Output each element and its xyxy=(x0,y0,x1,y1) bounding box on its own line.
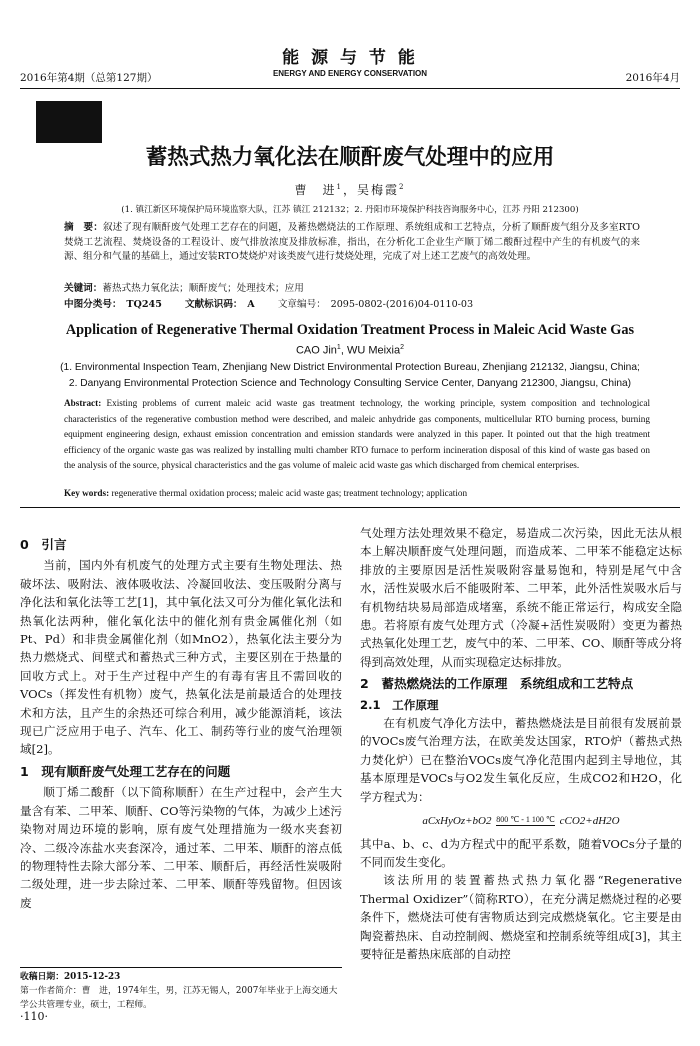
running-header-date: 2016年4月 xyxy=(625,72,680,84)
abstract-rule xyxy=(20,507,680,508)
journal-masthead xyxy=(0,43,700,78)
section-0-heading: 0 引言 xyxy=(20,537,67,552)
author-1-en-sup: 1 xyxy=(336,344,341,351)
keywords-en-text: regenerative thermal oxidation process; maleic acid waste gas; treatment technology; application xyxy=(111,488,468,498)
abstract-cn xyxy=(64,221,640,265)
author-2-en: WU Meixia xyxy=(346,344,401,357)
body-column-right xyxy=(360,524,682,963)
authors-cn xyxy=(0,181,700,198)
classification-line xyxy=(64,296,640,310)
article-number: 文章编号： 2095-0802-(2016)04-0110-03 xyxy=(277,299,474,310)
abstract-cn-label: 摘 要： xyxy=(64,222,103,233)
journal-title-cn: 能 源 与 节 能 xyxy=(282,48,418,68)
equation-right: cCO2+dH2O xyxy=(559,815,620,828)
paragraph-coefficients: 其中a、b、c、d为方程式中的配平系数，随着VOCs分子量的不同而发生变化。 xyxy=(360,836,682,869)
abstract-en-label: Abstract: xyxy=(64,398,102,408)
body-column-left xyxy=(20,532,342,912)
author-sep: ， xyxy=(342,183,357,197)
author-2: 吴梅霞 xyxy=(357,183,400,197)
paragraph-rto: 该法所用的装置蓄热式热力氧化器“Regenerative Thermal Oxidizer”（简称RTO），在充分满足燃烧过程的必要条件下，燃烧法可使有害物质达到完成燃烧氧化。它主要是由陶瓷蓄热床、自动控制阀、燃烧室和控制系统等组成[3]，其主要特征是蓄热床底部的自动控 xyxy=(360,873,682,961)
authors-en xyxy=(0,344,700,357)
keywords-cn-text: 蓄热式热力氧化法；顺酐废气；处理技术；应用 xyxy=(102,283,304,294)
arrow-line xyxy=(496,825,555,828)
paper-title-cn: 蓄热式热力氧化法在顺酐废气处理中的应用 xyxy=(145,145,555,170)
section-2-heading: 2 蓄热燃烧法的工作原理 系统组成和工艺特点 xyxy=(360,676,634,692)
journal-title-en: ENERGY AND ENERGY CONSERVATION xyxy=(272,69,428,78)
section-1-heading: 1 现有顺酐废气处理工艺存在的问题 xyxy=(20,763,231,779)
paragraph-problems: 顺丁烯二酸酐（以下简称顺酐）在生产过程中，会产生大量含有苯、二甲苯、顺酐、CO等污染物的气体，为减少上述污染物对周边环境的影响，原有废气处理措施为一级水夹套初冷、二级冷冻盐水夹套深冷，通过苯、二甲苯、顺酐的溶点低的物理特性去除大部分苯、二甲苯、顺酐后，再经活性炭吸附二级处理，进一步去除过苯、二甲苯、顺酐等残留物。但因该废 xyxy=(20,785,342,910)
keywords-en-label: Key words: xyxy=(64,488,110,498)
paragraph-intro: 当前，国内外有机废气的处理方式主要有生物处理法、热破坏法、吸附法、液体吸收法、冷凝回收法、变压吸附分离与净化法和氧化法等工艺[1]，其中氧化法又可分为催化氧化法和热氧化法两种，催化氧化法中的催化剂有贵金属催化剂（如Pt、Pd）和非贵金属催化剂（如MnO2），热氧化法主要分为热力燃烧式、间壁式和蓄热式三种方式，主要区别在于热量的回收方式上。对于生产过程中产生的有毒有害且不需回收的VOCs（挥发性有机物）废气，热氧化法是前最适合的处理技术和方法，且产生的余热还可综合利用，减少能源消耗，该法现已广泛应用于电子、汽车、化工、制药等行业的废气治理领域[2]。 xyxy=(20,558,342,757)
paragraph-continued: 气处理方法处理效果不稳定，易造成二次污染，因此无法从根本上解决顺酐废气处理问题，而造成苯、二甲苯不能稳定达标排放的主要原因是活性炭吸附容量易饱和，特别是尾气中含水，活性炭吸水后不能吸附苯、二甲苯，此外活性炭吸水后与有机物结块易局部造成堵塞，系统不能正常运行，构成安全隐患。若将原有废气处理方式（冷凝+活性炭吸附）变更为蓄热式热氧化处理工艺，废气中的苯、二甲苯、CO、顺酐等成分将得到高效处理，从而实现稳定达标排放。 xyxy=(360,526,682,669)
received-date: 收稿日期：2015-12-23 xyxy=(20,972,121,982)
affiliation-en-1: (1. Environmental Inspection Team, Zhenjiang New District Environmental Protection Bureau, Zhenjiang 212132, Jiangsu, China; xyxy=(60,362,640,373)
author-en-sep: , xyxy=(340,344,347,357)
abstract-en xyxy=(64,396,650,474)
affiliation-en-2: 2. Danyang Environmental Protection Science and Technology Consulting Service Center, Danyang 212300, Jiangsu, China) xyxy=(68,378,632,389)
chemical-equation xyxy=(360,812,682,830)
author-2-sup: 2 xyxy=(399,183,406,191)
section-2-1-heading: 2.1 工作原理 xyxy=(360,697,439,712)
author-1-sup: 1 xyxy=(336,183,343,191)
doc-code: 文献标识码： A xyxy=(184,299,255,310)
author-bio: 第一作者简介：曹 进，1974年生，男，江苏无锡人，2007年毕业于上海交通大学公共管理专业，硕士，工程师。 xyxy=(20,986,338,1010)
equation-arrow xyxy=(494,815,557,828)
paragraph-principle: 在有机废气净化方法中，蓄热燃烧法是目前很有发展前景的VOCs废气治理方法，在欧美发达国家，RTO炉（蓄热式热力焚化炉）已在整治VOCs废气净化范围内起到主导地位，其基本原理是VOCs与O2发生氧化反应，生成CO2和H2O，化学方程式为： xyxy=(360,716,682,804)
equation-condition: 800 ℃ - 1 100 ℃ xyxy=(496,815,555,825)
section-marker-block xyxy=(36,101,102,143)
author-1-en: CAO Jin xyxy=(295,344,337,357)
author-1: 曹 进 xyxy=(294,183,337,197)
clc-number: 中图分类号： TQ245 xyxy=(64,299,162,310)
paper-title-en: Application of Regenerative Thermal Oxidation Treatment Process in Maleic Acid Waste Gas xyxy=(65,322,635,338)
keywords-cn-label: 关键词： xyxy=(64,283,103,294)
author-2-en-sup: 2 xyxy=(400,344,405,351)
affiliation-cn: (1. 镇江新区环境保护局环境监察大队，江苏 镇江 212132；2. 丹阳市环境保护科技咨询服务中心，江苏 丹阳 212300) xyxy=(121,205,579,215)
header-rule xyxy=(20,88,680,89)
footnote-rule xyxy=(20,967,342,968)
page-number: ·110· xyxy=(20,1010,48,1023)
equation-left: aCxHyOz+bO2 xyxy=(422,815,492,828)
footnote xyxy=(20,970,342,1012)
abstract-en-text: Existing problems of current maleic acid waste gas treatment technology, the working principle, system composition and technological characteristics of the regenerative combustion method were described, and maleic anhydride gas components, multicellular RTO burning process, burning equipment engineering design, exhaust emission concentration and emission standards were analyzed in this paper. It pointed out that the high treatment efficiency of the organic waste gas was realized by installing multi chamber RTO furnace to perform incineration disposal of this kind of waste gas based on the analysis of the source, physical characteristics and the gas volume of maleic acid waste gas which discharged from chemical enterprises. xyxy=(64,398,651,471)
keywords-en xyxy=(64,488,650,498)
running-header-issue: 2016年第4期（总第127期） xyxy=(20,72,158,84)
keywords-cn xyxy=(64,280,640,294)
abstract-cn-text: 叙述了现有顺酐废气处理工艺存在的问题，及蓄热燃烧法的工作原理、系统组成和工艺特点，分析了顺酐废气组分及多室RTO焚烧工艺流程、焚烧设备的工程设计、废气排放浓度及排放标准，指出，在分析化工企业生产顺丁烯二酸酐过程中产生的有机废气的来源、组分和气量的基础上，通过安装RTO焚烧炉对该类废气进行焚烧处理，完成了对上述工艺废气的高效处理。 xyxy=(64,222,641,262)
affiliation-en xyxy=(14,360,686,392)
